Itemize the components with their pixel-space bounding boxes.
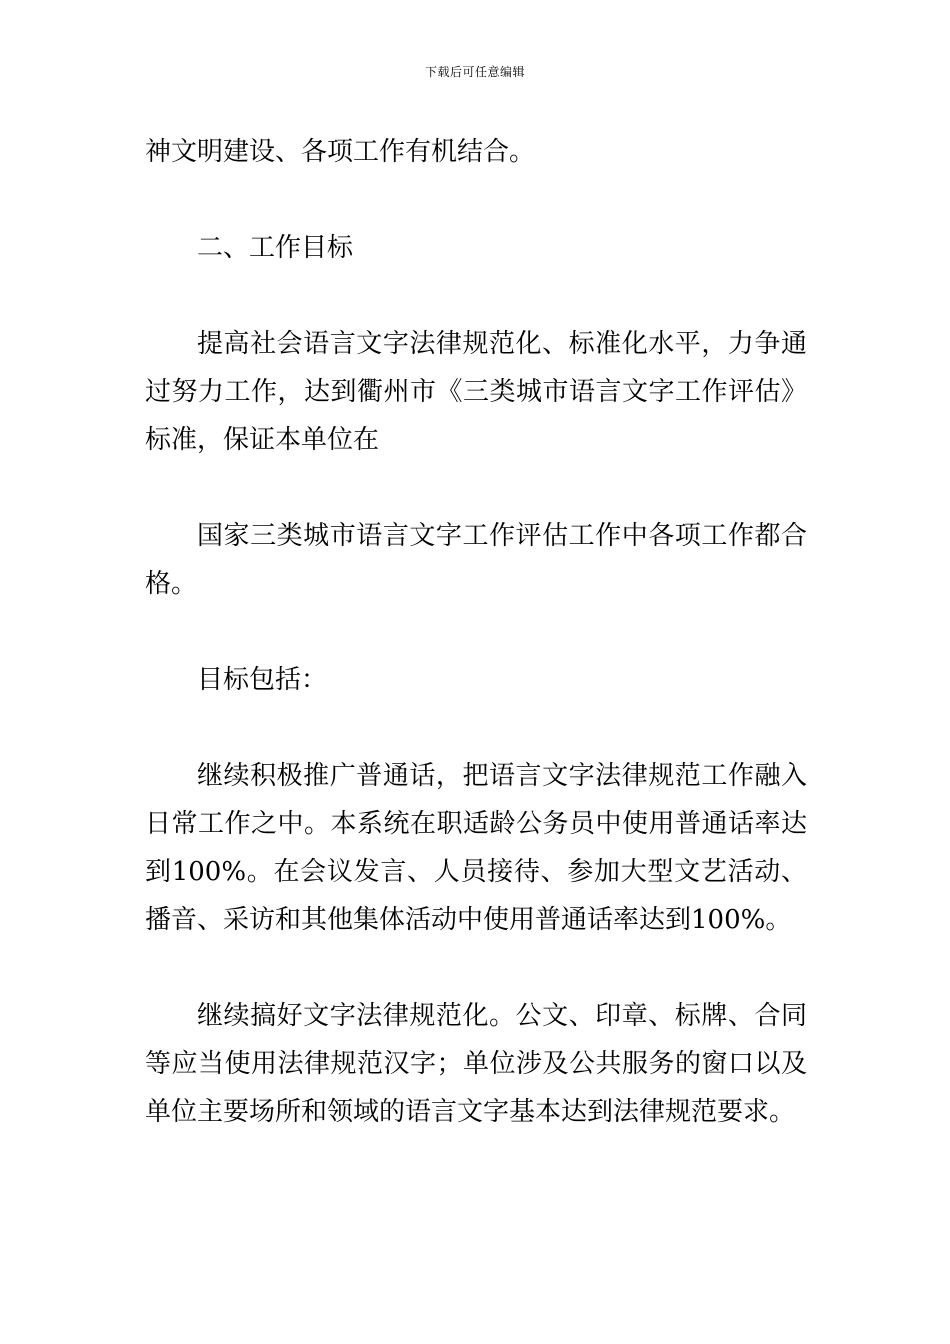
paragraph-mandarin: 继续积极推广普通话，把语言文字法律规范工作融入日常工作之中。本系统在职适龄公务员中使用普通话率达到100%。在会议发言、人员接待、参加大型文艺活动、播音、采访和其他集体活动中使用普通话率达到100%。 <box>145 761 807 935</box>
paragraph-goal: 提高社会语言文字法律规范化、标准化水平，力争通过努力工作，达到衢州市《三类城市语言文字工作评估》标准，保证本单位在 <box>145 329 807 455</box>
paragraph-continuation: 神文明建设、各项工作有机结合。 <box>145 137 536 167</box>
page-header-note: 下载后可任意编辑 <box>424 65 525 79</box>
document-body <box>145 128 807 1136</box>
section-heading: 二、工作目标 <box>197 233 354 263</box>
paragraph-assessment: 国家三类城市语言文字工作评估工作中各项工作都合格。 <box>145 521 807 599</box>
paragraph-targets-intro: 目标包括： <box>197 665 328 695</box>
paragraph-writing-standards: 继续搞好文字法律规范化。公文、印章、标牌、合同等应当使用法律规范汉字；单位涉及公共服务的窗口以及单位主要场所和领域的语言文字基本达到法律规范要求。 <box>145 1001 807 1127</box>
